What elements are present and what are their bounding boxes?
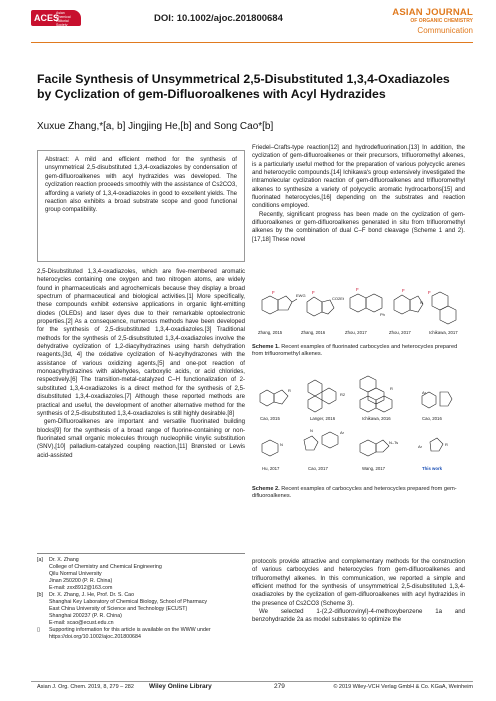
svg-text:F: F	[356, 287, 359, 292]
right-column-bottom	[252, 558, 465, 625]
svg-text:F: F	[312, 290, 315, 295]
svg-text:Ph: Ph	[380, 312, 385, 317]
paragraph: We selected 1-(2,2-difluorovinyl)-4-methoxybenzene 1a and benzohydrazide 2a as model substrates to optimize the	[252, 608, 465, 624]
scheme-1-structures	[252, 282, 465, 344]
document-icon: ▯	[37, 627, 40, 633]
svg-text:Ar: Ar	[418, 444, 422, 449]
page-header	[0, 0, 496, 44]
scheme-label: Zhang, 2015	[258, 330, 283, 335]
citation: Asian J. Org. Chem. 2019, 8, 279 – 282	[37, 684, 134, 690]
scheme-label: Ichikawa, 2016	[362, 416, 391, 421]
scheme-2	[252, 366, 465, 500]
svg-text:F: F	[402, 288, 405, 293]
scheme-1-caption: Scheme 1. Recent examples of fluorinated carbocycles and heterocycles prepared from trifluoromethyl alkenes.	[252, 344, 458, 357]
page-footer	[31, 682, 473, 692]
scheme-label: Wang, 2017	[362, 466, 386, 471]
svg-text:N: N	[420, 300, 423, 305]
journal-logo: ASIAN JOURNAL OF ORGANIC CHEMISTRY Communication	[392, 7, 473, 35]
svg-text:R2: R2	[340, 392, 346, 397]
aces-logo: ACES	[31, 10, 81, 26]
affiliations	[37, 553, 245, 641]
paragraph: Recently, significant progress has been made on the cyclization of gem-difluoroalkenes or gem-difluoroalkenes generated in situ from trifluoromethyl alkenes by the combination of dual C–F bond cleavage (Scheme 1 and 2).[17,18] These novel	[252, 210, 465, 243]
author-list: Xuxue Zhang,*[a, b] Jingjing He,[b] and Song Cao*[b]	[37, 121, 274, 132]
supporting-info[interactable]: ▯ Supporting information for this article is available on the WWW under https://doi.org/10.1002/ajoc.201800684	[37, 627, 211, 640]
svg-text:N: N	[310, 428, 313, 433]
svg-text:R: R	[288, 388, 291, 393]
svg-text:CO2Et: CO2Et	[332, 296, 345, 301]
paragraph: 2,5-Disubstituted 1,3,4-oxadiazoles, which are five-membered aromatic heterocycles containing one oxygen and two nitrogen atoms, are widely found in pharmaceuticals and agrochemicals because they display a broad spectrum of pharmaceutical and biological activities.[1] More specifically, these compounds exhibit extensive applications in organic light-emitting diodes (OLEDs) and laser dyes due to their remarkable optoelectronic properties.[2] As a consequence, numerous methods have been developed for the synthesis of 2,5-disubstituted 1,3,4-oxadiazoles.[3] Traditional methods for the synthesis of 2,5-disubstituted 1,3,4-oxadiazoles involve the dehydrative cyclization of 1,2-diacylhydrazines using harsh dehydration reagents,[3d, 4] the oxidative cyclization of N-acylhydrazones with the assistance of various oxidizing agents,[5] and one-pot reaction of monoacylhydrazines with aldehydes, carboxylic acids, or acid chlorides, respectively.[6] The transition-metal-catalyzed C–H functionalization of 2-substituted 1,3,4-oxadiazoles is a direct method for the synthesis of 2,5-disubstituted 1,3,4-oxadiazoles.[7] Although these reported methods are practical and useful, the development of another alternative method for the synthesis of 2,5-disubstituted 1,3,4-oxadiazoles is still highly desirable.[8]	[37, 268, 245, 417]
aces-subtitle: Asian Chemical Editorial Society	[56, 11, 71, 27]
paragraph: gem-Difluoroalkenes are important and versatile fluorinated building blocks[9] for the synthesis of a broad range of fluorine-containing or non-fluorinated small organic molecules through nucleophilic vinylic substitution (SNV),[10] palladium-catalyzed coupling reaction,[11] Brønsted or Lewis acid-assisted	[37, 418, 245, 459]
svg-text:Ar: Ar	[340, 430, 344, 435]
scheme-label: Langer, 2016	[310, 416, 336, 421]
scheme-1	[252, 282, 465, 358]
wiley-online-library-link[interactable]: Wiley Online Library	[149, 683, 212, 690]
scheme-label: Cao, 2015	[260, 416, 280, 421]
svg-text:F: F	[272, 290, 275, 295]
scheme-2-structures	[252, 366, 465, 486]
page-number: 279	[274, 683, 285, 690]
left-column	[37, 268, 245, 460]
svg-text:F: F	[428, 290, 431, 295]
scheme-label: Zhou, 2017	[345, 330, 367, 335]
paragraph: protocols provide attractive and complementary methods for the construction of various carbocycles and heterocycles from gem-difluoroalkenes and trifluoromethyl alkenes. In this communication, we reported a simple and efficient method for the synthesis of unsymmetrical 2,5-disubstituted 1,3,4-oxadiazoles by the cyclization of gem-difluoroalkenes with acyl hydrazides in the presence of Cs2CO3 (Scheme 3).	[252, 558, 465, 607]
scheme-label: Hu, 2017	[262, 466, 280, 471]
scheme-label-this-work: This work	[422, 466, 443, 471]
scheme-label: Ichikawa, 2017	[429, 330, 458, 335]
paragraph: Friedel–Crafts-type reaction[12] and hydrodefluorination.[13] In addition, the cyclization of gem-difluoroalkenes or their precursors, trifluoromethyl alkenes, is a particularly useful method for the preparation of various polycyclic arenes and heterocyclic compounds.[14] Ichikawa's group extensively investigated the intramolecular cyclization reaction of gem-difluoroalkenes and trifluoromethyl alkenes to synthesize a variety of polycyclic aromatic hydrocarbons[15] and fluorinated heterocycles,[16] depending on the substrates and reaction conditions employed.	[252, 144, 465, 210]
article-title: Facile Synthesis of Unsymmetrical 2,5-Disubstituted 1,3,4-Oxadiazoles by Cyclization of gem-Difluoroalkenes with Acyl Hydrazides	[37, 72, 450, 101]
svg-text:N: N	[280, 442, 283, 447]
doi-link[interactable]: DOI: 10.1002/ajoc.201800684	[154, 13, 283, 24]
abstract-box: Abstract: A mild and efficient method for the synthesis of unsymmetrical 2,5-disubstituted 1,3,4-oxadiazoles by condensation of gem-difluoroalkenes with acyl hydrazides was developed. The cyclization reaction proceeds smoothly with the assistance of Cs2CO3, affording a variety of 1,3,4-oxadiazoles in good to excellent yields. The reaction also exhibits a broad substrate scope and good functional group compatibility.	[37, 150, 245, 262]
scheme-2-caption: Scheme 2. Recent examples of carbocycles and heterocycles prepared from gem-difluoroalkenes.	[252, 486, 457, 499]
affiliation-a: [a] Dr. X. Zhang College of Chemistry and Chemical Engineering Qilu Normal University Jinan 250200 (P. R. China) E-mail: zxx8912@163.com	[37, 557, 162, 591]
scheme-label: Zhou, 2017	[389, 330, 411, 335]
scheme-label: Cao, 2016	[422, 416, 442, 421]
right-column	[252, 144, 465, 244]
scheme-label: Zhang, 2016	[301, 330, 326, 335]
svg-text:R: R	[390, 386, 393, 391]
scheme-label: Cao, 2017	[308, 466, 328, 471]
svg-text:R: R	[445, 442, 448, 447]
affiliation-b: [b] Dr. X. Zhang, J. He, Prof. Dr. S. Cao Shanghai Key Laboratory of Chemical Biology, School of Pharmacy East China University of Science and Technology (ECUST) Shanghai 200237 (P. R. China) E-mail: scao@ecust.edu.cn	[37, 592, 208, 626]
header-rule	[31, 42, 473, 43]
svg-text:Ar: Ar	[422, 390, 426, 395]
svg-text:N–Ts: N–Ts	[389, 440, 399, 445]
svg-text:EWG: EWG	[296, 293, 306, 298]
copyright: © 2019 Wiley-VCH Verlag GmbH & Co. KGaA, Weinheim	[333, 684, 473, 690]
